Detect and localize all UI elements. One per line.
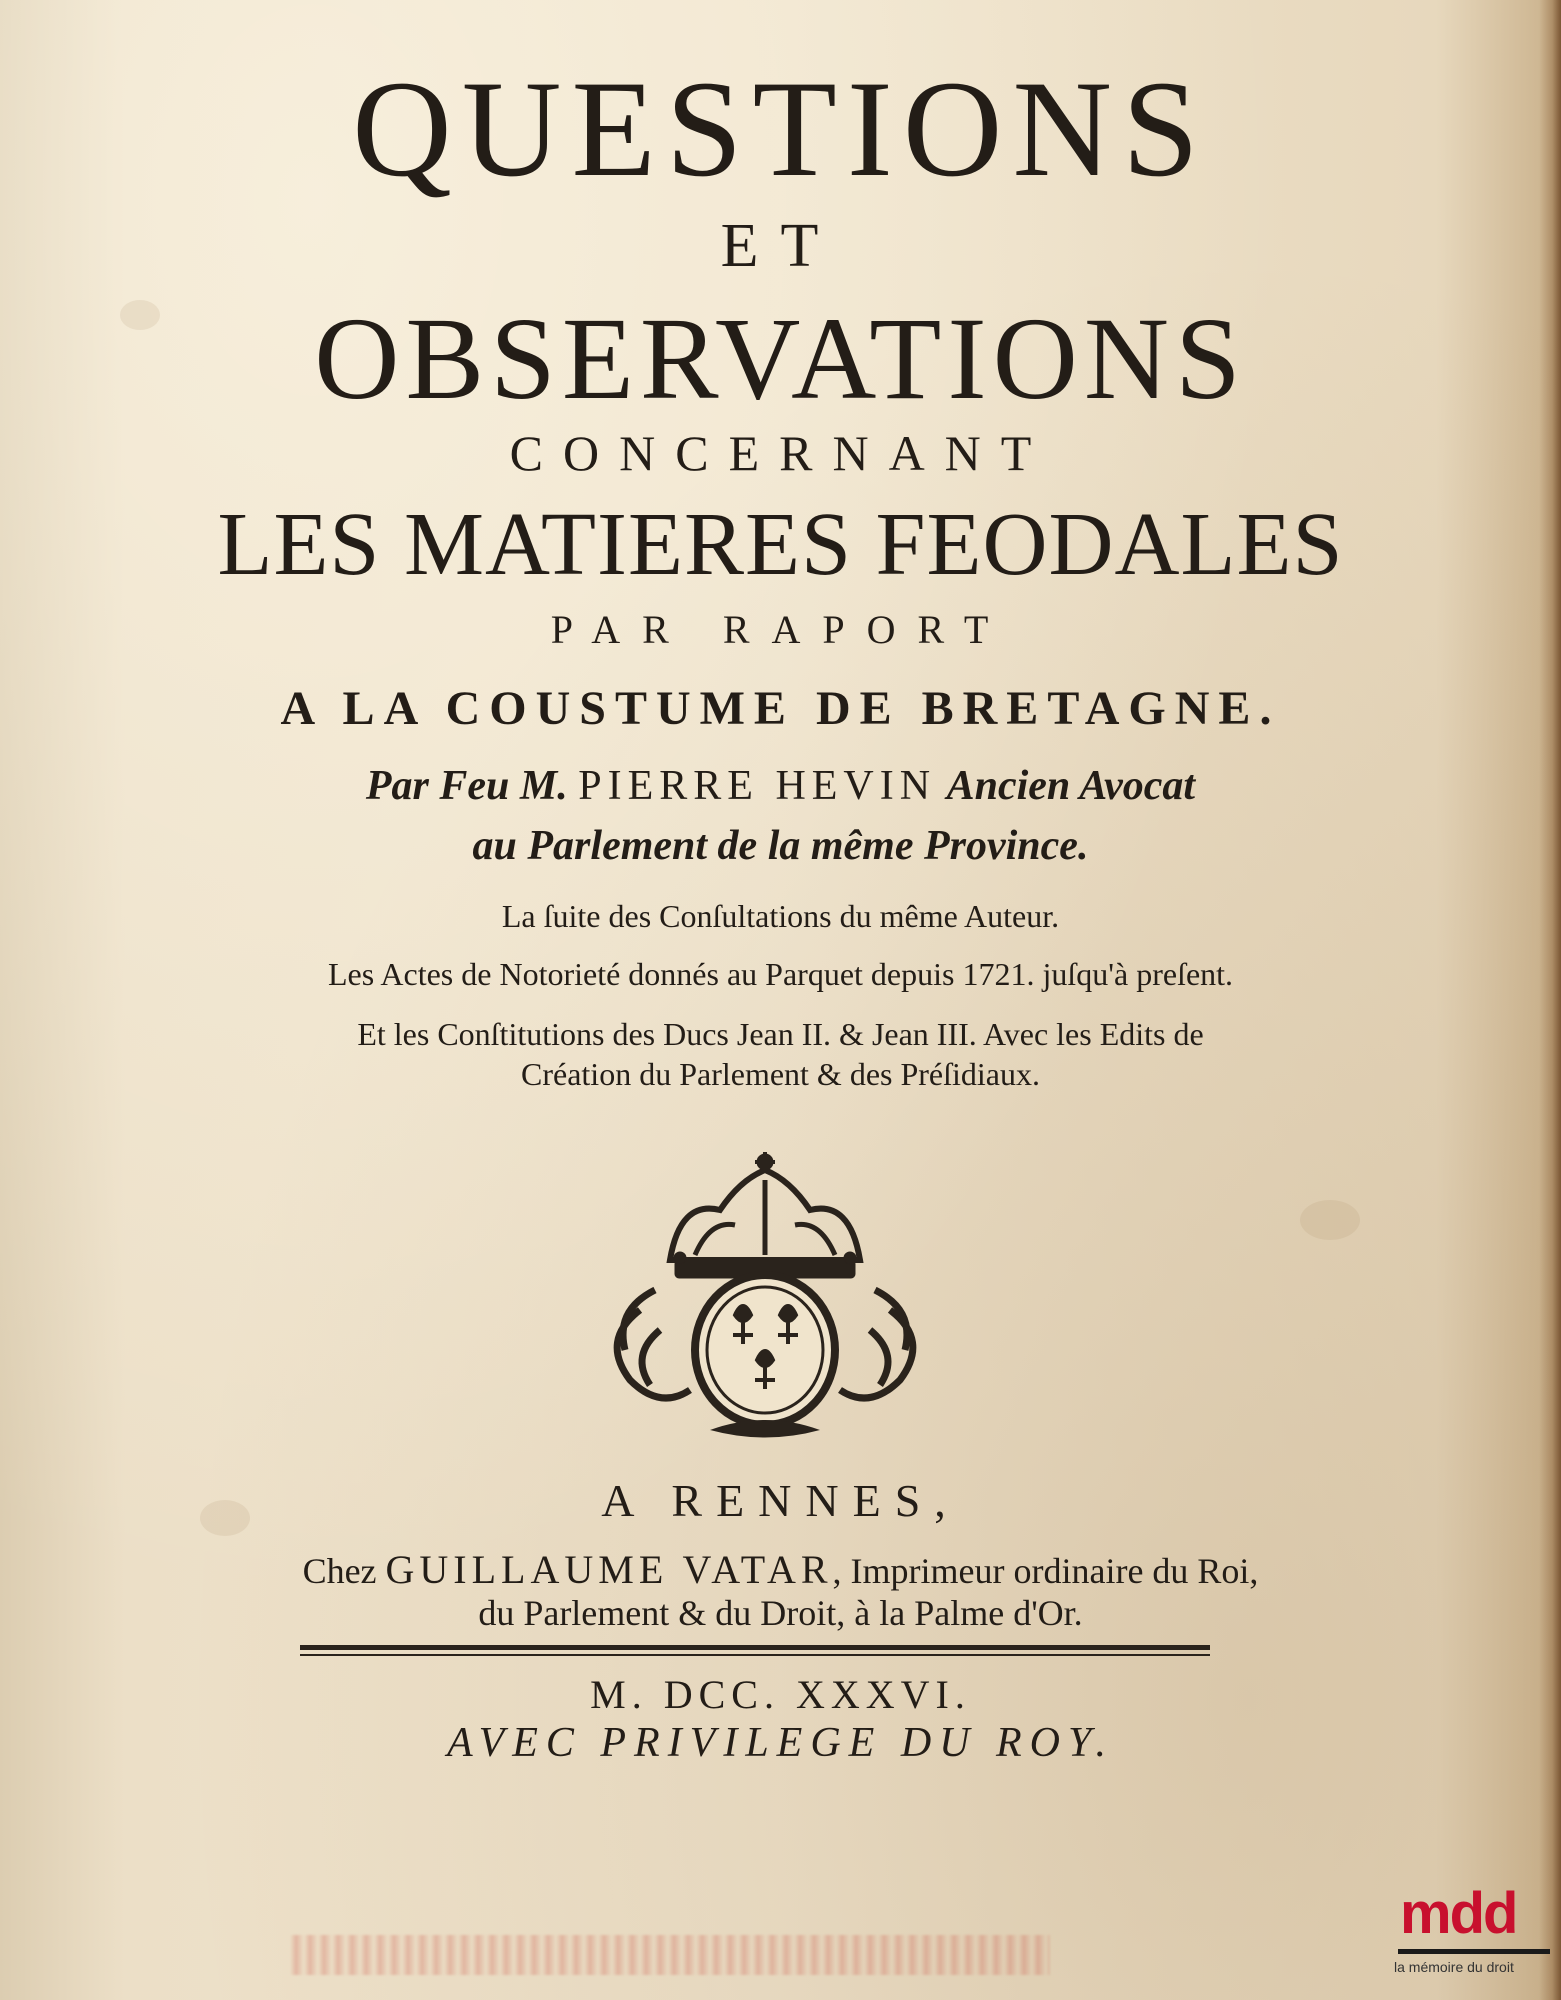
author-title: Ancien Avocat	[946, 763, 1196, 809]
royal-crest-icon	[600, 1140, 930, 1450]
author-name: PIERRE HEVIN	[578, 763, 937, 809]
title-line-et: ET	[720, 212, 841, 280]
printer-name: GUILLAUME VATAR	[385, 1547, 833, 1592]
title-line-questions: QUESTIONS	[352, 52, 1209, 205]
divider-rule	[300, 1645, 1210, 1650]
title-line-coustume: A LA COUSTUME DE BRETAGNE.	[280, 682, 1281, 735]
contents-line: La ſuite des Conſultations du même Auteur.	[501, 898, 1060, 934]
contents-line: Création du Parlement & des Préſidiaux.	[521, 1056, 1040, 1092]
title-line-observations: OBSERVATIONS	[314, 293, 1247, 424]
red-stamp-mark	[290, 1935, 1050, 1975]
contents-line: Les Actes de Notorieté donnés au Parquet depuis 1721. juſqu'à preſent.	[327, 956, 1234, 992]
divider-rule	[300, 1654, 1210, 1656]
logo-underline	[1398, 1949, 1550, 1954]
title-line-concernant: CONCERNANT	[509, 425, 1052, 481]
logo-caption: la mémoire du droit	[1394, 1959, 1514, 1975]
contents-line: Et les Conſtitutions des Ducs Jean II. & Jean III. Avec les Edits de	[357, 1016, 1204, 1052]
imprint-date: M. DCC. XXXVI.	[590, 1672, 971, 1717]
title-line-par-raport: PAR RAPORT	[550, 607, 1011, 652]
title-line-matieres: LES MATIERES FEODALES	[217, 495, 1344, 594]
imprint-address: du Parlement & du Droit, à la Palme d'Or.	[478, 1593, 1083, 1633]
logo-mark: mdd	[1400, 1881, 1517, 1946]
author-title-line2: au Parlement de la même Province.	[472, 823, 1089, 869]
author-prefix: Par Feu M.	[365, 763, 568, 809]
imprint-printer: Chez GUILLAUME VATAR, Imprimeur ordinaire du Roi,	[302, 1547, 1259, 1592]
imprint-city: A RENNES,	[601, 1475, 960, 1526]
foxing-spot	[1300, 1200, 1360, 1240]
mdd-logo	[1390, 1881, 1561, 2000]
imprint-privilege: AVEC PRIVILEGE DU ROY.	[447, 1720, 1114, 1766]
author-line	[0, 765, 1561, 807]
